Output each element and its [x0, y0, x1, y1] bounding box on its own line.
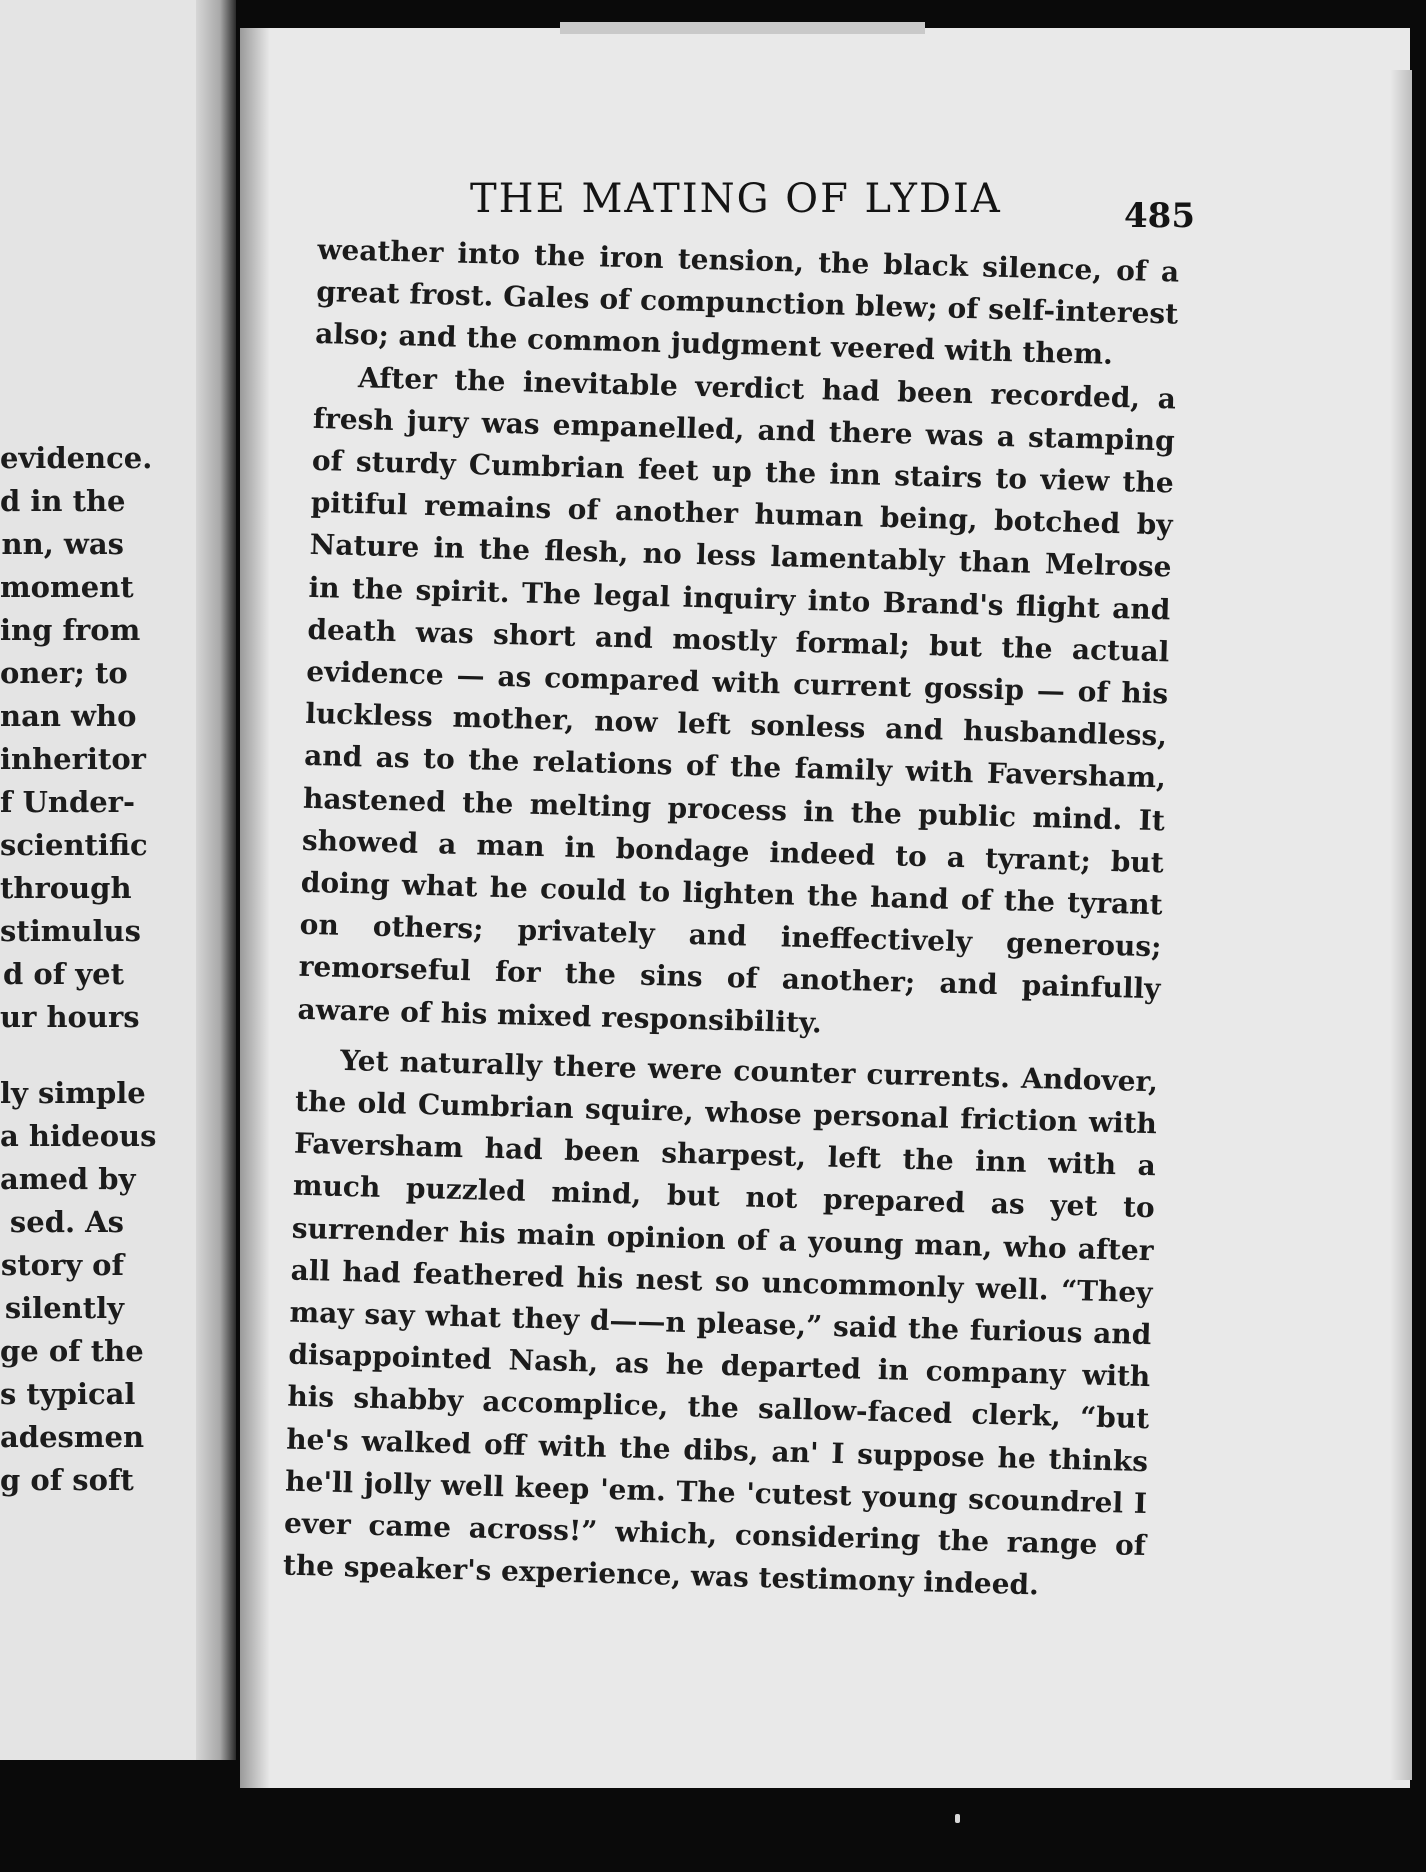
paragraph-gap	[0, 1039, 124, 1072]
left-line: f Under-	[0, 785, 135, 819]
left-line: nn, was	[1, 527, 124, 561]
left-line: amed by	[0, 1162, 136, 1196]
left-line: ly simple	[0, 1076, 146, 1110]
left-line: sed. As	[9, 1205, 124, 1239]
paragraph: Yet naturally there were counter currents. Andover, the old Cumbrian squire, whose personal friction with Faversham had been sharpest, left the inn with a much puzzled mind, but not prepared as yet to surrender his main opinion of a young man, who after all had feathered his nest so uncommonly well. “They may say what they d——n please,” said the furious and disappointed Nash, as he departed in company with his shabby accomplice, the sallow-faced clerk, “but he's walked off with the dibs, an' I suppose he thinks he'll jolly well keep 'em. The 'cutest young scoundrel I ever came across!” which, considering the range of the speaker's experience, was testimony indeed.	[282, 1043, 1159, 1602]
left-line: scientific	[0, 828, 148, 862]
left-line: ur hours	[0, 1000, 140, 1034]
left-line: through	[0, 871, 132, 905]
page-shadow	[240, 28, 270, 1788]
left-line: d of yet	[3, 957, 124, 991]
left-line: ing from	[0, 613, 141, 647]
left-line: adesmen	[0, 1420, 145, 1454]
left-line: inheritor	[0, 742, 146, 776]
left-line: silently	[4, 1291, 124, 1325]
running-head: THE MATING OF LYDIA	[470, 176, 1002, 222]
left-line: evidence.	[0, 441, 153, 475]
left-line: d in the	[0, 484, 126, 518]
page-top-edge	[560, 22, 925, 34]
page-fore-edge	[1390, 70, 1412, 1780]
left-line: oner; to	[0, 656, 128, 690]
left-line: stimulus	[0, 914, 141, 948]
paragraph: After the inevitable verdict had been recorded, a fresh jury was empanelled, and there was a stamping of sturdy Cumbrian feet up the inn stairs to view the pitiful remains of another human being, botched by Nature in the flesh, no less lamentably than Melrose in the spirit. The legal inquiry into Brand's flight and death was short and mostly formal; but the actual evidence — as compared with current gossip — of his luckless mother, now left sonless and husbandless, and as to the relations of the family with Faversham, hastened the melting process in the public mind. It showed a man in bondage indeed to a tyrant; but doing what he could to lighten the hand of the tyrant on others; privately and ineffectively generous; remorseful for the sins of another; and painfully aware of his mixed responsibility.	[297, 360, 1177, 1040]
page-number: 485	[1124, 196, 1195, 236]
left-page-text	[0, 437, 157, 1502]
left-line: g of soft	[0, 1463, 134, 1497]
left-line: moment	[0, 570, 134, 604]
dust-speck	[955, 1814, 960, 1823]
paragraph: weather into the iron tension, the black silence, of a great frost. Gales of compunction blew; of self-interest also; and the common judgment veered with them.	[314, 232, 1180, 372]
left-line: ge of the	[0, 1334, 144, 1368]
left-line: s typical	[0, 1377, 136, 1411]
book-gutter	[196, 0, 236, 1760]
left-line: story of	[0, 1248, 124, 1282]
body-text	[282, 229, 1179, 1610]
left-line: nan who	[0, 699, 137, 733]
left-line: a hideous	[0, 1119, 157, 1153]
